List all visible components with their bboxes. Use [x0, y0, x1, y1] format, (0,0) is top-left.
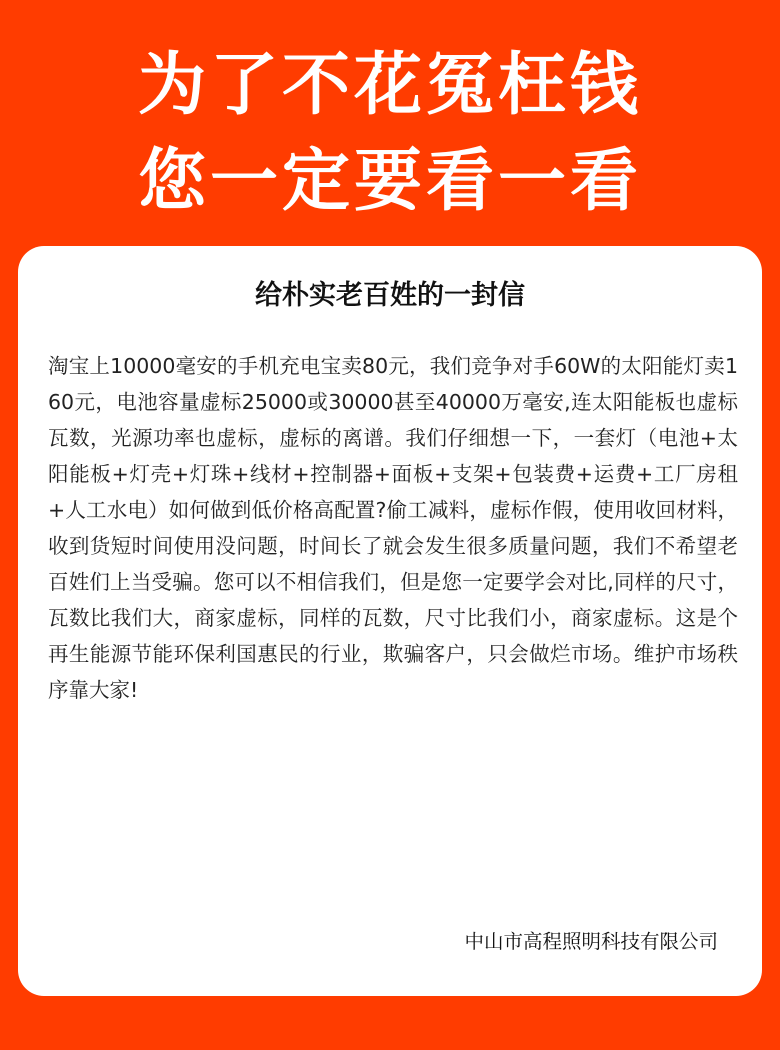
- letter-body: 淘宝上10000毫安的手机充电宝卖80元，我们竞争对手60W的太阳能灯卖160元，电池容量虚标25000或30000甚至40000万毫安,连太阳能板也虚标瓦数，光源功率也虚标，虚标的离谱。我们仔细想一下，一套灯（电池+太阳能板+灯壳+灯珠+线材+控制器+面板+支架+包装费+运费+工厂房租+人工水电）如何做到低价格高配置?偷工减料，虚标作假，使用收回材料，收到货短时间使用没问题，时间长了就会发生很多质量问题，我们不希望老百姓们上当受骗。您可以不相信我们，但是您一定要学会对比,同样的尺寸，瓦数比我们大，商家虚标，同样的瓦数，尺寸比我们小，商家虚标。这是个再生能源节能环保利国惠民的行业，欺骗客户，只会做烂市场。维护市场秩序靠大家!: [48, 354, 738, 702]
- headline-line-1: 为了不花冤枉钱: [137, 46, 642, 125]
- company-signature: 中山市高程照明科技有限公司: [464, 930, 718, 953]
- headline-line-2: 您一定要看一看: [137, 142, 642, 221]
- letter-card: [18, 246, 762, 996]
- letter-title: 给朴实老百姓的一封信: [255, 280, 525, 311]
